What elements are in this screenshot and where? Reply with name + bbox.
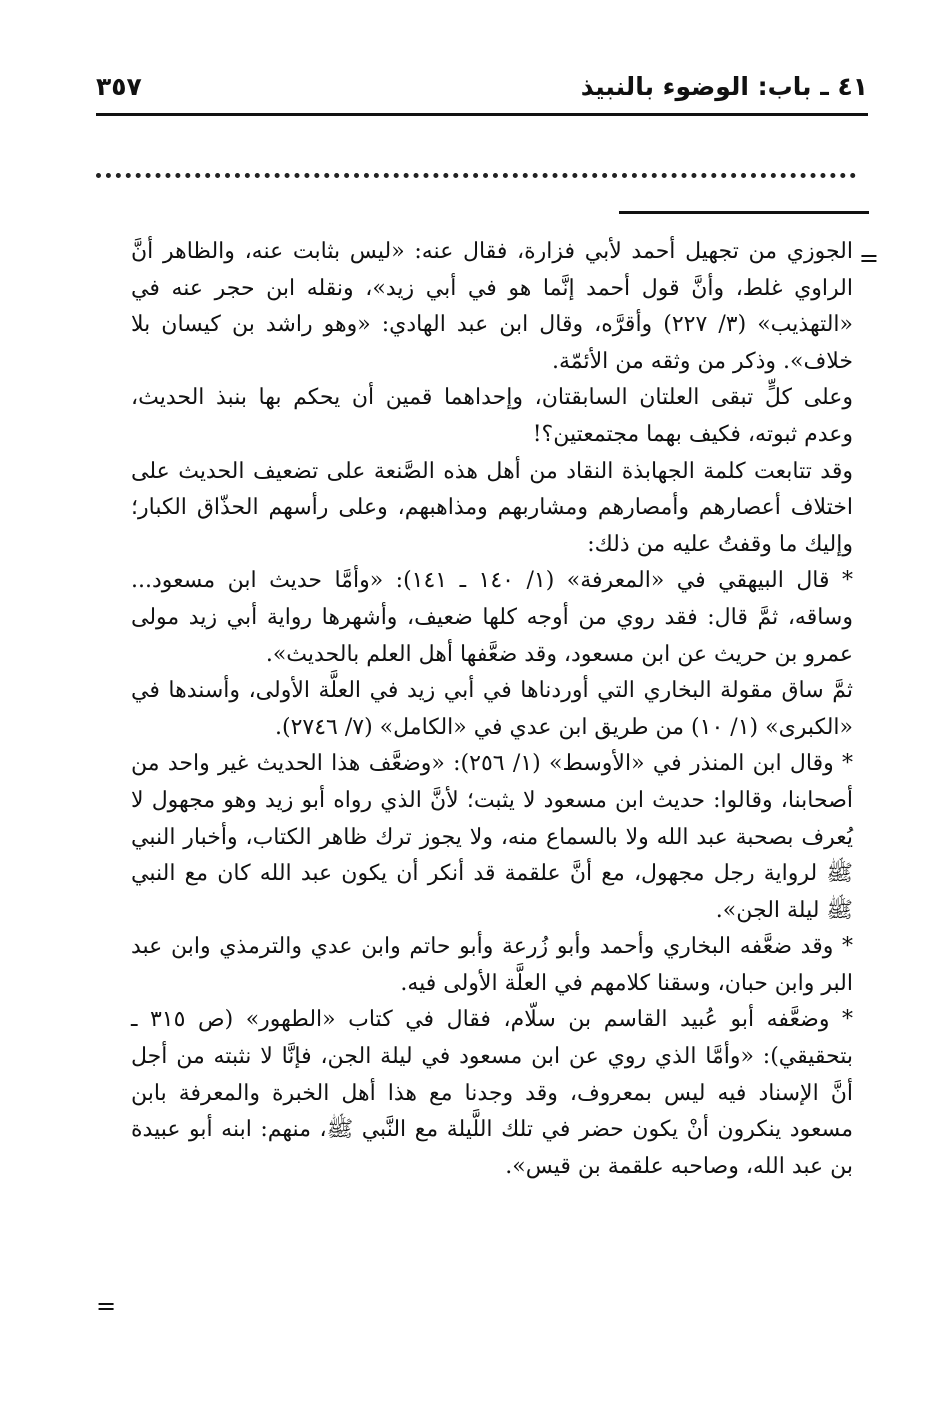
dotted-separator: [96, 164, 856, 178]
paragraph: * وقد ضعَّفه البخاري وأحمد وأبو زُرعة وأبو حاتم وابن عدي والترمذي وابن عبد البر وابن حبان، وسقنا كلامهم في العلَّة الأولى فيه.: [131, 934, 853, 996]
paragraph: * وقال ابن المنذر في «الأوسط» (١/ ٢٥٦): «وضعَّف هذا الحديث غير واحد من أصحابنا، وقالوا: حديث ابن مسعود لا يثبت؛ لأنَّ الذي رواه أبو زيد وهو مجهول لا يُعرف بصحبة عبد الله ولا بالسماع منه، ولا يجوز ترك ظاهر الكتاب، وأخبار النبي ﷺ لرواية رجل مجهول، مع أنَّ علقمة قد أنكر أن يكون عبد الله كان مع النبي ﷺ ليلة الجن».: [131, 751, 854, 923]
paragraph: الجوزي من تجهيل أحمد لأبي فزارة، فقال عنه: «ليس بثابت عنه، والظاهر أنَّ الراوي غلط، وأنَّ قول أحمد إنَّما هو في أبي زيد»، ونقله ابن حجر عنه في «التهذيب» (٣/ ٢٢٧) وأقرَّه، وقال ابن عبد الهادي: «وهو راشد بن كيسان بلا خلاف». وذكر من وثقه من الأئمّة.: [131, 239, 854, 374]
footnote-rule: [619, 211, 869, 214]
continuation-mark-top: =: [858, 244, 879, 272]
chapter-title: ٤١ ـ باب: الوضوء بالنبيذ: [580, 72, 868, 101]
paragraph: ثمَّ ساق مقولة البخاري التي أوردناها في أبي زيد في العلَّة الأولى، وأسندها في «الكبرى» (١/ ١٠) من طريق ابن عدي في «الكامل» (٧/ ٢٧٤٦).: [131, 678, 853, 740]
paragraph: * قال البيهقي في «المعرفة» (١/ ١٤٠ ـ ١٤١): «وأمَّا حديث ابن مسعود... وساقه، ثمَّ قال: فقد روي من أوجه كلها ضعيف، وأشهرها رواية أبي زيد مولى عمرو بن حريث عن ابن مسعود، وقد ضعَّفها أهل العلم بالحديث».: [131, 568, 854, 667]
page-number: ٣٥٧: [96, 72, 142, 101]
page-header: [96, 70, 868, 116]
continuation-mark-bottom: =: [96, 1292, 117, 1320]
paragraph: * وضعَّفه أبو عُبيد القاسم بن سلّام، فقال في كتاب «الطهور» (ص ٣١٥ ـ بتحقيقي): «وأمَّا الذي روي عن ابن مسعود في ليلة الجن، فإنَّا لا نثبته من أجل أنَّ الإسناد فيه ليس بمعروف، وقد وجدنا مع هذا أهل الخبرة والمعرفة بابن مسعود ينكرون أنْ يكون حضر في تلك اللَّيلة مع النَّبي ﷺ، منهم: ابنه أبو عبيدة بن عبد الله، وصاحبه علقمة بن قيس».: [131, 1007, 853, 1179]
paragraph: وعلى كلٍّ تبقى العلتان السابقتان، وإحداهما قمين أن يحكم بها بنبذ الحديث، وعدم ثبوته، فكيف بهما مجتمعتين؟!: [131, 385, 853, 447]
footnote-body: [131, 234, 853, 1185]
paragraph: وقد تتابعت كلمة الجهابذة النقاد من أهل هذه الصَّنعة على تضعيف الحديث على اختلاف أعصارهم وأمصارهم ومشاربهم ومذاهبهم، وعلى رأسهم الحذّاق الكبار؛ وإليك ما وقفتُ عليه من ذلك:: [131, 458, 853, 557]
